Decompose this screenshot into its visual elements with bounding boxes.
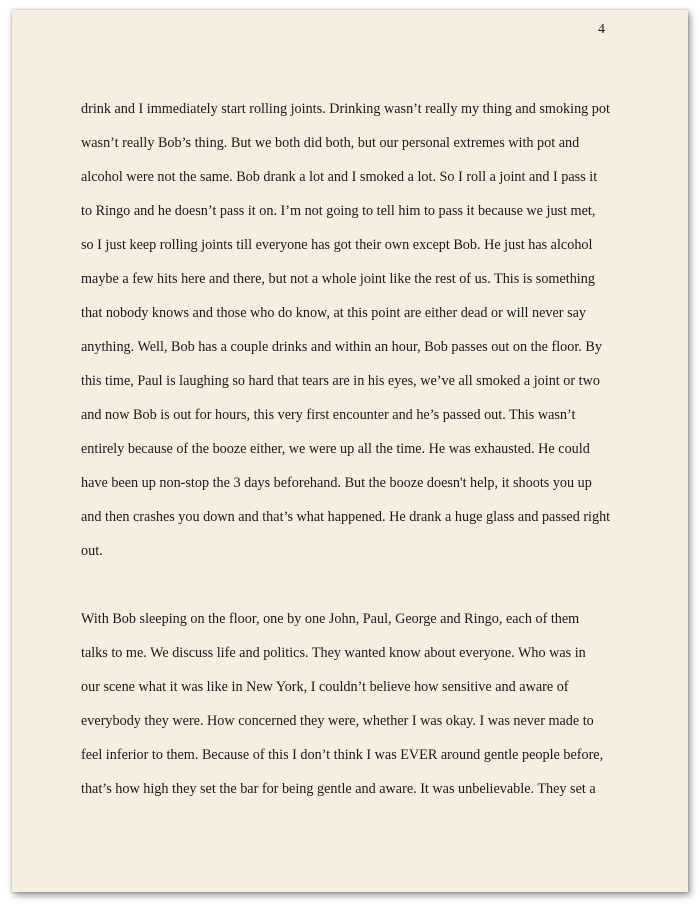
text-line: entirely because of the booze either, we were up all the time. He was exhausted. He could bbox=[81, 441, 590, 457]
text-line: everybody they were. How concerned they were, whether I was okay. I was never made to bbox=[81, 713, 594, 729]
text-line: have been up non-stop the 3 days beforehand. But the booze doesn't help, it shoots you up bbox=[81, 475, 592, 491]
text-line: this time, Paul is laughing so hard that tears are in his eyes, we’ve all smoked a joint or two bbox=[81, 373, 600, 389]
text-line: anything. Well, Bob has a couple drinks and within an hour, Bob passes out on the floor. By bbox=[81, 339, 602, 355]
paragraph-spacer bbox=[81, 568, 621, 602]
paragraph-2 bbox=[81, 602, 621, 806]
text-line: that nobody knows and those who do know, at this point are either dead or will never say bbox=[81, 305, 586, 321]
text-line: With Bob sleeping on the floor, one by one John, Paul, George and Ringo, each of them bbox=[81, 611, 580, 627]
text-line: that’s how high they set the bar for being gentle and aware. It was unbelievable. They set a bbox=[81, 781, 596, 797]
text-line: and now Bob is out for hours, this very first encounter and he’s passed out. This wasn’t bbox=[81, 407, 576, 423]
text-line: and then crashes you down and that’s what happened. He drank a huge glass and passed right bbox=[81, 509, 611, 525]
text-line: feel inferior to them. Because of this I don’t think I was EVER around gentle people before, bbox=[81, 747, 604, 763]
body-text bbox=[81, 92, 621, 806]
paragraph-1 bbox=[81, 92, 621, 568]
manuscript-page bbox=[12, 10, 688, 892]
text-line: so I just keep rolling joints till everyone has got their own except Bob. He just has alcohol bbox=[81, 237, 593, 253]
text-line: our scene what it was like in New York, I couldn’t believe how sensitive and aware of bbox=[81, 679, 569, 695]
page-number: 4 bbox=[598, 22, 605, 37]
text-line: alcohol were not the same. Bob drank a lot and I smoked a lot. So I roll a joint and I pass it bbox=[81, 169, 598, 185]
text-line: out. bbox=[81, 543, 103, 559]
text-line: wasn’t really Bob’s thing. But we both did both, but our personal extremes with pot and bbox=[81, 135, 580, 151]
text-line: drink and I immediately start rolling joints. Drinking wasn’t really my thing and smoking pot bbox=[81, 101, 610, 117]
text-line: talks to me. We discuss life and politics. They wanted know about everyone. Who was in bbox=[81, 645, 586, 661]
text-line: maybe a few hits here and there, but not a whole joint like the rest of us. This is something bbox=[81, 271, 595, 287]
text-line: to Ringo and he doesn’t pass it on. I’m not going to tell him to pass it because we just met, bbox=[81, 203, 596, 219]
